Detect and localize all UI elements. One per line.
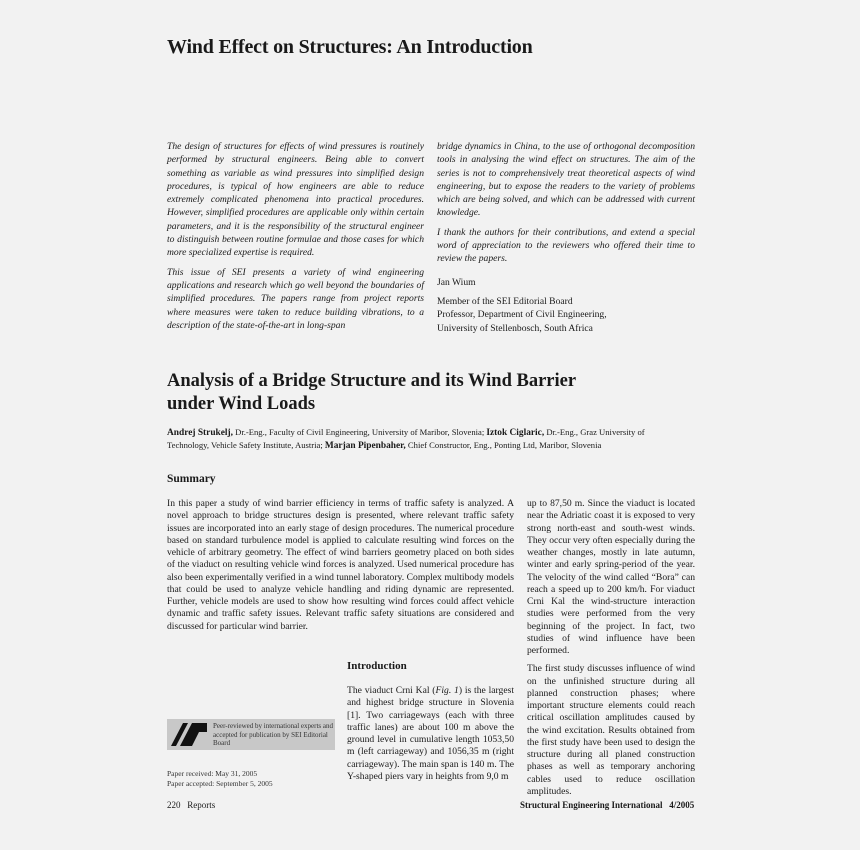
sei-logo-icon (171, 723, 207, 746)
article-title-line: Analysis of a Bridge Structure and its Wind Barrier (167, 371, 577, 391)
summary-text: In this paper a study of wind barrier efficiency in terms of traffic safety is analyzed. A novel approach to bridge structures design is presented, where relevant traffic safety issues are incorporated into an early stage of design procedures. The numerical procedure based on standard turbulence model is applied to calculate resulting wind forces on the vehicle of arbitrary geometry. The effect of wind barriers geometry placed on both sides of the viaduct on resulting vehicle wind forces is analyzed. Used numerical procedure has also been experimentally verified in a wind tunnel laboratory. Complex multibody models that could be used to analyze vehicle handling and riding dynamic are represented. Further, vehicle models are used to show how resulting wind forces could affect vehicle dynamic and traffic safety issues. Relevant traffic safety situations are considered and discussed for particular wind barrier. (167, 498, 514, 632)
author-name: Marjan Pipenbaher, (324, 441, 406, 452)
author-name: Andrej Strukelj, (167, 428, 233, 438)
signature-line: University of Stellenbosch, South Africa (437, 322, 593, 334)
peer-review-text: Peer-reviewed by international experts and accepted for publication by SEI Editorial Board (213, 722, 333, 748)
editorial-right-column (437, 140, 695, 335)
peer-review-box (167, 719, 335, 750)
article-title-line: under Wind Loads (167, 394, 316, 414)
intro-text-part: The viaduct Crni Kal ( (347, 685, 436, 696)
author-affiliation: Chief Constructor, Eng., Ponting Ltd, Maribor, Slovenia (405, 440, 602, 451)
paper-dates (167, 769, 273, 789)
editorial-paragraph: This issue of SEI presents a variety of wind engineering applications and research which go well beyond the boundaries of simplified procedures. The papers range from project reports where measures were taken to reduce building vibrations, to a description of the state-of-the-art in long-span (167, 266, 424, 331)
article-right-column (527, 498, 695, 804)
summary-heading: Summary (167, 473, 216, 485)
intro-text-part: ) is the largest and highest bridge structure in Slovenia [1]. Two carriageways (each with three traffic lanes) are about 100 m above the ground level in cumulative length 1053,50 m (left carriageway) and 1056,35 m (right carriageway). The main span is 140 m. The Y-shaped piers vary in heights from 9,0 m (347, 685, 514, 782)
editorial-title: Wind Effect on Structures: An Introduction (167, 36, 533, 58)
article-title (167, 370, 667, 416)
editorial-left-column (167, 140, 424, 338)
body-paragraph: up to 87,50 m. Since the viaduct is located near the Adriatic coast it is exposed to very strong north-east and south-west winds. They occur very often especially during the weather changes, mostly in late autumn, winter and early spring-period of the year. The velocity of the wind called “Bora” can reach a speed up to 200 km/h. For viaduct Crni Kal the wind-structure interaction studies were performed from the very beginning of the project. In fact, two studies of wind influence have been performed. (527, 498, 695, 656)
author-name: Iztok Ciglaric, (486, 428, 545, 438)
introduction-heading: Introduction (347, 660, 407, 672)
author-affiliation: Dr.-Eng., Faculty of Civil Engineering, University of Maribor, Slovenia; (232, 427, 487, 437)
signature-line: Member of the SEI Editorial Board (437, 295, 573, 307)
introduction-text (347, 685, 514, 783)
footer-page-section: 220 Reports (167, 800, 216, 810)
editorial-signature (437, 276, 695, 335)
signature-name: Jan Wium (437, 276, 476, 288)
editorial-paragraph: The design of structures for effects of wind pressures is routinely performed by structural engineers. Being able to convert something as variable as wind pressures into simplified design procedures, is typical of how engineers are able to reduce extremely complicated phenomena into practical procedures. However, simplified procedures are applicable only within certain parameters, and it is the responsibility of the structural engineer to distinguish between routine formulae and those cases for which more specialized expertise is required. (167, 141, 424, 259)
paper-received: Paper received: May 31, 2005 (167, 769, 258, 778)
footer-journal: Structural Engineering International 4/2005 (520, 800, 695, 810)
signature-line: Professor, Department of Civil Engineering, (437, 309, 607, 321)
figure-reference[interactable]: Fig. 1 (435, 685, 459, 696)
editorial-paragraph: bridge dynamics in China, to the use of orthogonal decomposition tools in analysing the wind effect on structures. The aim of the series is not to comprehensively treat theoretical aspects of wind engineering, but to expose the readers to the variety of problems which are being solved, and which can be addressed with current knowledge. (437, 141, 695, 219)
author-affiliation: Dr.-Eng., Graz University of Technology, Vehicle Safety Institute, Austria; (167, 427, 645, 451)
editorial-paragraph: I thank the authors for their contributions, and extend a special word of appreciation to the reviewers who offered their time to review the papers. (437, 226, 695, 265)
body-paragraph: The first study discusses influence of wind on the unfinished structure during all planned construction phases; where important structure elements could reach critical oscillation amplitudes caused by the wind excitation. Results obtained from the first study have been used to design the structure during all planed construction phases as well as temporary anchoring cables used to reduce oscillation amplitudes. (527, 663, 695, 797)
article-authors (167, 426, 687, 453)
paper-accepted: Paper accepted: September 5, 2005 (167, 779, 273, 788)
